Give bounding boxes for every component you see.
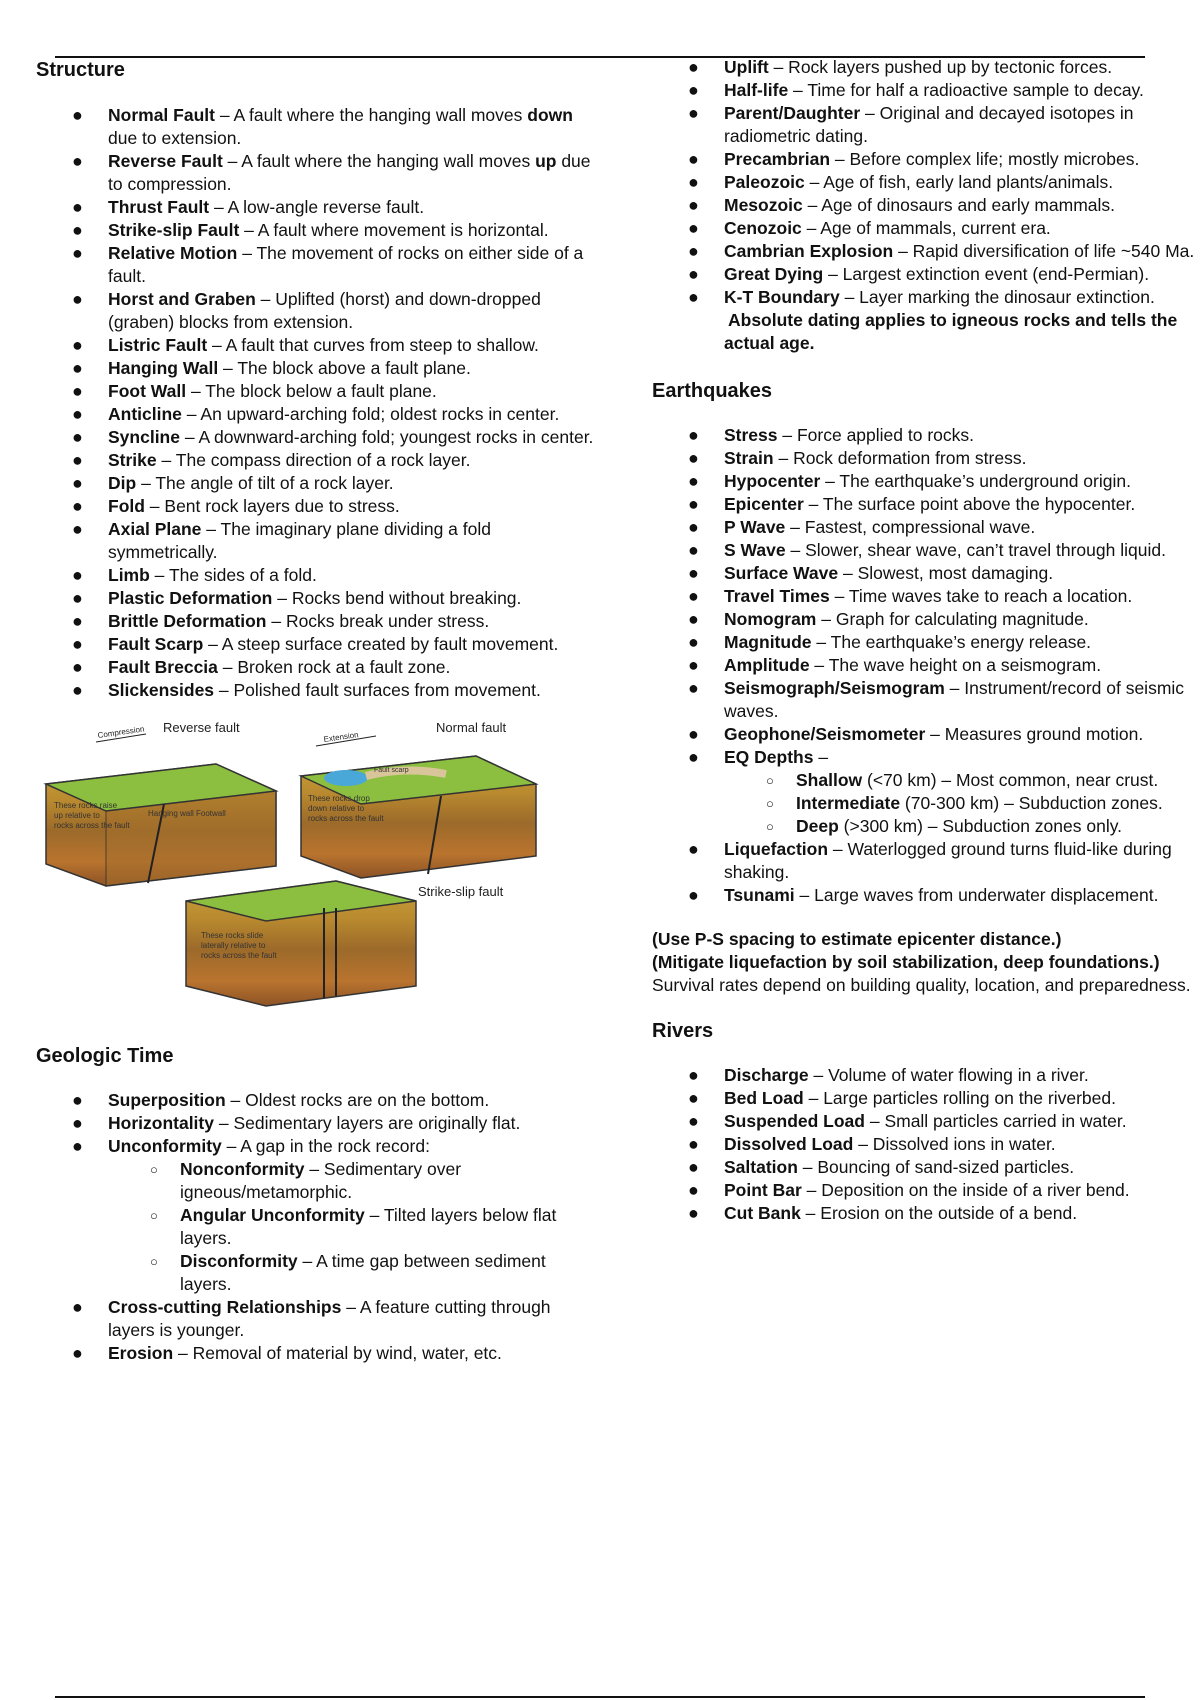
reverse-note-1: These rocks raise bbox=[54, 801, 118, 810]
list-item: ● Cut Bank – Erosion on the outside of a bend. bbox=[688, 1203, 1078, 1223]
list-item: ● Paleozoic – Age of fish, early land plants/animals. bbox=[688, 172, 1114, 192]
list-item: ● Surface Wave – Slowest, most damaging. bbox=[688, 563, 1054, 583]
list-item: ○ Disconformity – A time gap between sediment layers. bbox=[150, 1251, 546, 1294]
list-item: ○ Deep (>300 km) – Subduction zones only. bbox=[766, 816, 1123, 836]
right-column bbox=[652, 56, 1200, 1225]
list-item: ● Syncline – A downward-arching fold; youngest rocks in center. bbox=[72, 427, 594, 447]
list-item: ● Uplift – Rock layers pushed up by tectonic forces. bbox=[688, 57, 1113, 77]
list-item: ● Superposition – Oldest rocks are on the bottom. bbox=[72, 1090, 490, 1110]
compression-label: Compression bbox=[97, 724, 145, 740]
list-item: ● Bed Load – Large particles rolling on the riverbed. bbox=[688, 1088, 1116, 1108]
hanging-wall-label: Hanging wall bbox=[148, 809, 194, 818]
list-item: ● Axial Plane – The imaginary plane dividing a fold symmetrically. bbox=[72, 519, 491, 562]
strike-slip-block bbox=[186, 881, 504, 1006]
list-item: ○ Nonconformity – Sedimentary over igneous/metamorphic. bbox=[150, 1159, 462, 1202]
rivers-heading: Rivers bbox=[652, 1020, 714, 1042]
list-item: ● Geophone/Seismometer – Measures ground motion. bbox=[688, 724, 1144, 744]
list-item: ● Unconformity – A gap in the rock record: bbox=[72, 1136, 430, 1156]
normal-note-1: These rocks drop bbox=[308, 794, 370, 803]
list-item: ● Suspended Load – Small particles carried in water. bbox=[688, 1111, 1127, 1131]
strike-note-3: rocks across the fault bbox=[201, 951, 277, 960]
list-item: ● Listric Fault – A fault that curves from steep to shallow. bbox=[72, 335, 539, 355]
list-item: ● Amplitude – The wave height on a seismogram. bbox=[688, 655, 1102, 675]
list-item: ● Travel Times – Time waves take to reach a location. bbox=[688, 586, 1133, 606]
strike-note-2: laterally relative to bbox=[201, 941, 266, 950]
reverse-fault-block bbox=[46, 720, 276, 886]
list-item: ● Foot Wall – The block below a fault plane. bbox=[72, 381, 437, 401]
footwall-label: Footwall bbox=[196, 809, 226, 818]
list-item: ● Normal Fault – A fault where the hanging wall moves down due to extension. bbox=[72, 105, 573, 148]
list-item: ● Precambrian – Before complex life; mostly microbes. bbox=[688, 149, 1140, 169]
eq-depths-sublist bbox=[652, 769, 1200, 838]
normal-note-3: rocks across the fault bbox=[308, 814, 384, 823]
list-item: ● Thrust Fault – A low-angle reverse fault. bbox=[72, 197, 425, 217]
list-item: ● EQ Depths – bbox=[688, 747, 829, 767]
list-item: ● Point Bar – Deposition on the inside of a river bend. bbox=[688, 1180, 1130, 1200]
absolute-dating-note: Absolute dating applies to igneous rocks and tells the actual age. bbox=[724, 310, 1178, 353]
list-item: ● Horst and Graben – Uplifted (horst) and down-dropped (graben) blocks from extension. bbox=[72, 289, 541, 332]
left-column bbox=[36, 56, 601, 1365]
list-item: ● Fold – Bent rock layers due to stress. bbox=[72, 496, 400, 516]
unconformity-sublist bbox=[36, 1158, 601, 1296]
list-item: ● Half-life – Time for half a radioactive sample to decay. bbox=[688, 80, 1144, 100]
list-item: ● Strain – Rock deformation from stress. bbox=[688, 448, 1027, 468]
liquefaction-note: (Mitigate liquefaction by soil stabilization, deep foundations.) bbox=[652, 952, 1160, 972]
list-item: ○ Intermediate (70-300 km) – Subduction zones. bbox=[766, 793, 1163, 813]
list-item: ● Parent/Daughter – Original and decayed isotopes in radiometric dating. bbox=[688, 103, 1134, 146]
geologic-time-heading: Geologic Time bbox=[36, 1045, 174, 1067]
list-item: ● Strike-slip Fault – A fault where movement is horizontal. bbox=[72, 220, 549, 240]
list-item: ● Discharge – Volume of water flowing in a river. bbox=[688, 1065, 1089, 1085]
time-continued-list bbox=[652, 56, 1200, 309]
bottom-rule bbox=[55, 1696, 1145, 1698]
list-item: ● P Wave – Fastest, compressional wave. bbox=[688, 517, 1036, 537]
list-item: ● Brittle Deformation – Rocks break under stress. bbox=[72, 611, 490, 631]
list-item: ○ Shallow (<70 km) – Most common, near crust. bbox=[766, 770, 1159, 790]
strike-slip-title: Strike-slip fault bbox=[418, 884, 504, 899]
list-item: ● Magnitude – The earthquake’s energy release. bbox=[688, 632, 1092, 652]
list-item: ● Relative Motion – The movement of rocks on either side of a fault. bbox=[72, 243, 584, 286]
fault-diagram bbox=[36, 716, 566, 1021]
list-item: ● Strike – The compass direction of a rock layer. bbox=[72, 450, 471, 470]
list-item: ● Mesozoic – Age of dinosaurs and early mammals. bbox=[688, 195, 1116, 215]
list-item: ● Cenozoic – Age of mammals, current era. bbox=[688, 218, 1051, 238]
normal-fault-title: Normal fault bbox=[436, 720, 507, 735]
list-item: ● Hypocenter – The earthquake’s underground origin. bbox=[688, 471, 1131, 491]
structure-list bbox=[36, 104, 601, 702]
list-item: ● Anticline – An upward-arching fold; oldest rocks in center. bbox=[72, 404, 560, 424]
list-item: ● Fault Breccia – Broken rock at a fault zone. bbox=[72, 657, 451, 677]
list-item: ● Epicenter – The surface point above the hypocenter. bbox=[688, 494, 1136, 514]
earthquakes-list-2 bbox=[652, 838, 1200, 907]
list-item: ● Fault Scarp – A steep surface created by fault movement. bbox=[72, 634, 559, 654]
list-item: ● Horizontality – Sedimentary layers are originally flat. bbox=[72, 1113, 521, 1133]
list-item: ● Plastic Deformation – Rocks bend without breaking. bbox=[72, 588, 522, 608]
list-item: ● Nomogram – Graph for calculating magnitude. bbox=[688, 609, 1089, 629]
list-item: ● K-T Boundary – Layer marking the dinosaur extinction. bbox=[688, 287, 1155, 307]
reverse-note-3: rocks across the fault bbox=[54, 821, 130, 830]
list-item: ● Cambrian Explosion – Rapid diversification of life ~540 Ma. bbox=[688, 241, 1195, 261]
reverse-note-2: up relative to bbox=[54, 811, 100, 820]
strike-note-1: These rocks slide bbox=[201, 931, 264, 940]
list-item: ● Dip – The angle of tilt of a rock layer. bbox=[72, 473, 394, 493]
extension-label: Extension bbox=[323, 730, 360, 744]
list-item: ● Dissolved Load – Dissolved ions in water. bbox=[688, 1134, 1056, 1154]
list-item: ● Slickensides – Polished fault surfaces from movement. bbox=[72, 680, 541, 700]
list-item: ● Great Dying – Largest extinction event (end-Permian). bbox=[688, 264, 1150, 284]
list-item: ● Limb – The sides of a fold. bbox=[72, 565, 317, 585]
list-item: ○ Angular Unconformity – Tilted layers below flat layers. bbox=[150, 1205, 557, 1248]
list-item: ● Stress – Force applied to rocks. bbox=[688, 425, 974, 445]
epicenter-note: (Use P-S spacing to estimate epicenter distance.) bbox=[652, 929, 1062, 949]
earthquakes-list bbox=[652, 424, 1200, 769]
list-item: ● Hanging Wall – The block above a fault plane. bbox=[72, 358, 471, 378]
earthquakes-heading: Earthquakes bbox=[652, 380, 773, 402]
normal-fault-block bbox=[301, 720, 536, 878]
reverse-fault-title: Reverse fault bbox=[163, 720, 240, 735]
list-item: ● Saltation – Bouncing of sand-sized particles. bbox=[688, 1157, 1075, 1177]
fault-scarp-label: Fault scarp bbox=[374, 767, 409, 774]
survival-note: Survival rates depend on building quality, location, and preparedness. bbox=[652, 975, 1191, 995]
list-item: ● S Wave – Slower, shear wave, can’t travel through liquid. bbox=[688, 540, 1166, 560]
list-item: ● Seismograph/Seismogram – Instrument/record of seismic waves. bbox=[688, 678, 1185, 721]
list-item: ● Liquefaction – Waterlogged ground turns fluid-like during shaking. bbox=[688, 839, 1172, 882]
geologic-time-list bbox=[36, 1089, 601, 1158]
geologic-time-list-2 bbox=[36, 1296, 601, 1365]
list-item: ● Tsunami – Large waves from underwater displacement. bbox=[688, 885, 1159, 905]
structure-heading: Structure bbox=[36, 59, 125, 81]
list-item: ● Reverse Fault – A fault where the hanging wall moves up due to compression. bbox=[72, 151, 591, 194]
rivers-list bbox=[652, 1064, 1200, 1225]
list-item: ● Cross-cutting Relationships – A feature cutting through layers is younger. bbox=[72, 1297, 551, 1340]
list-item: ● Erosion – Removal of material by wind, water, etc. bbox=[72, 1343, 502, 1363]
normal-note-2: down relative to bbox=[308, 804, 365, 813]
